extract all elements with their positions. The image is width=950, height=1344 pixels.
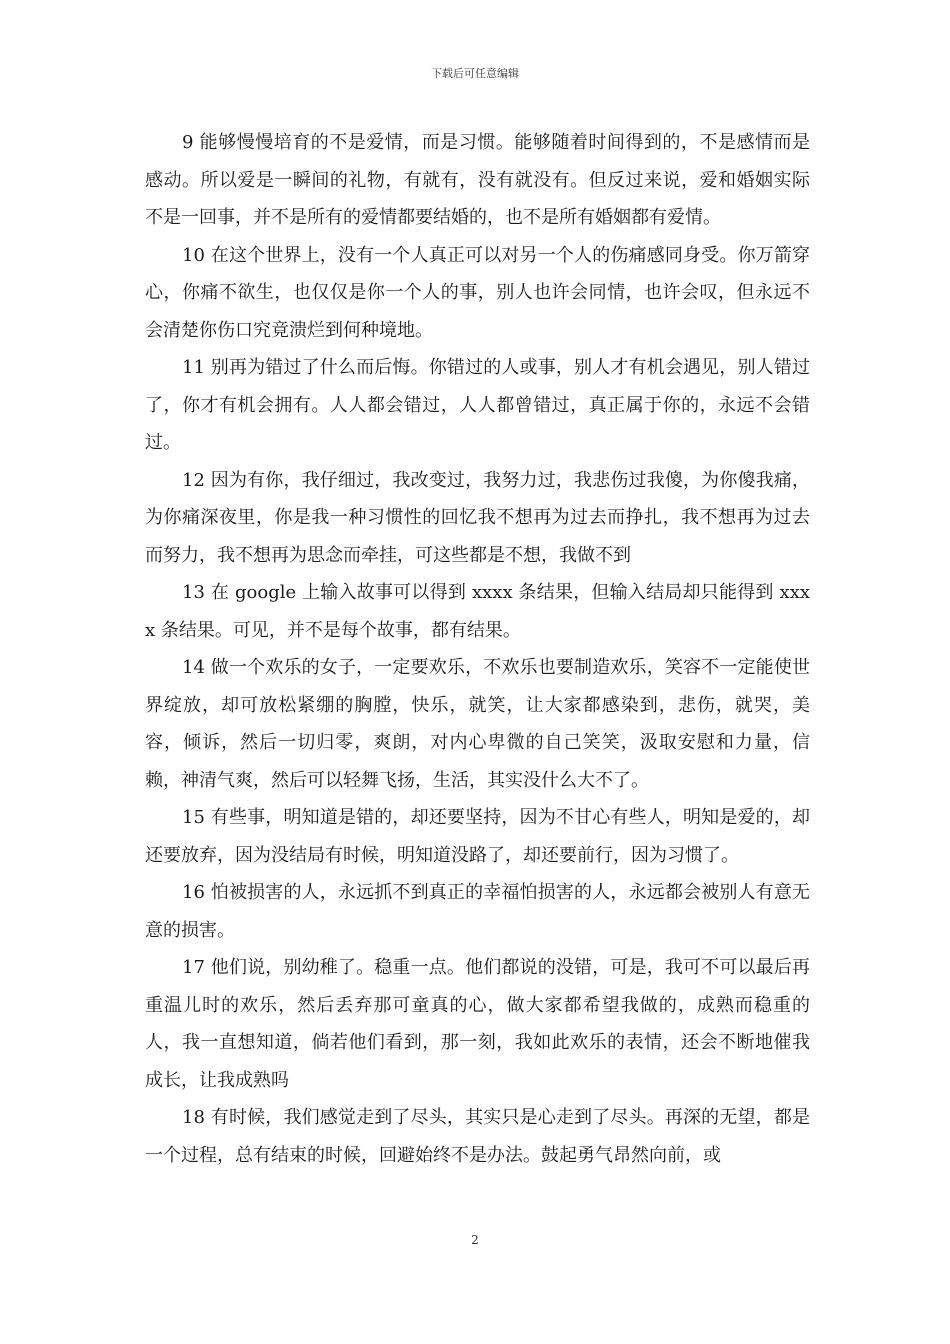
paragraph-14: 14 做一个欢乐的女子，一定要欢乐，不欢乐也要制造欢乐，笑容不一定能使世界绽放，却可放松紧绷的胸膛，快乐，就笑，让大家都感染到，悲伤，就哭，美容，倾诉，然后一切归零，爽朗，对内心卑微的自己笑笑，汲取安慰和力量，信赖，神清气爽，然后可以轻舞飞扬，生活，其实没什么大不了。 xyxy=(145,657,810,791)
paragraph-16: 16 怕被损害的人，永远抓不到真正的幸福怕损害的人，永远都会被别人有意无意的损害。 xyxy=(145,882,810,941)
paragraph-17: 17 他们说，别幼稚了。稳重一点。他们都说的没错，可是，我可不可以最后再重温儿时的欢乐，然后丢弃那可童真的心，做大家都希望我做的，成熟而稳重的人，我一直想知道，倘若他们看到，那一刻，我如此欢乐的表情，还会不断地催我成长，让我成熟吗 xyxy=(145,957,810,1091)
paragraph-18: 18 有时候，我们感觉走到了尽头，其实只是心走到了尽头。再深的无望，都是一个过程，总有结束的时候，回避始终不是办法。鼓起勇气昂然向前，或 xyxy=(145,1107,810,1166)
paragraph-15: 15 有些事，明知道是错的，却还要坚持，因为不甘心有些人，明知是爱的，却还要放弃，因为没结局有时候，明知道没路了，却还要前行，因为习惯了。 xyxy=(145,807,810,866)
paragraph-9: 9 能够慢慢培育的不是爱情，而是习惯。能够随着时间得到的，不是感情而是感动。所以爱是一瞬间的礼物，有就有，没有就没有。但反过来说，爱和婚姻实际不是一回事，并不是所有的爱情都要结婚的，也不是所有婚姻都有爱情。 xyxy=(145,132,810,228)
paragraph-11: 11 别再为错过了什么而后悔。你错过的人或事，别人才有机会遇见，别人错过了，你才有机会拥有。人人都会错过，人人都曾错过，真正属于你的，永远不会错过。 xyxy=(145,357,810,453)
paragraph-12: 12 因为有你，我仔细过，我改变过，我努力过，我悲伤过我傻，为你傻我痛，为你痛深夜里，你是我一种习惯性的回忆我不想再为过去而挣扎，我不想再为过去而努力，我不想再为思念而牵挂，可这些都是不想，我做不到 xyxy=(145,469,810,566)
page-number: 2 xyxy=(471,1233,479,1247)
paragraph-13: 13 在 google 上输入故事可以得到 xxxx 条结果，但输入结局却只能得到 xxxx 条结果。可见，并不是每个故事，都有结果。 xyxy=(145,582,810,641)
document-body xyxy=(145,124,810,1174)
paragraph-10: 10 在这个世界上，没有一个人真正可以对另一个人的伤痛感同身受。你万箭穿心，你痛不欲生，也仅仅是你一个人的事，别人也许会同情，也许会叹，但永远不会清楚你伤口究竟溃烂到何种境地。 xyxy=(145,244,810,341)
page-header: 下载后可任意编辑 xyxy=(431,67,519,80)
